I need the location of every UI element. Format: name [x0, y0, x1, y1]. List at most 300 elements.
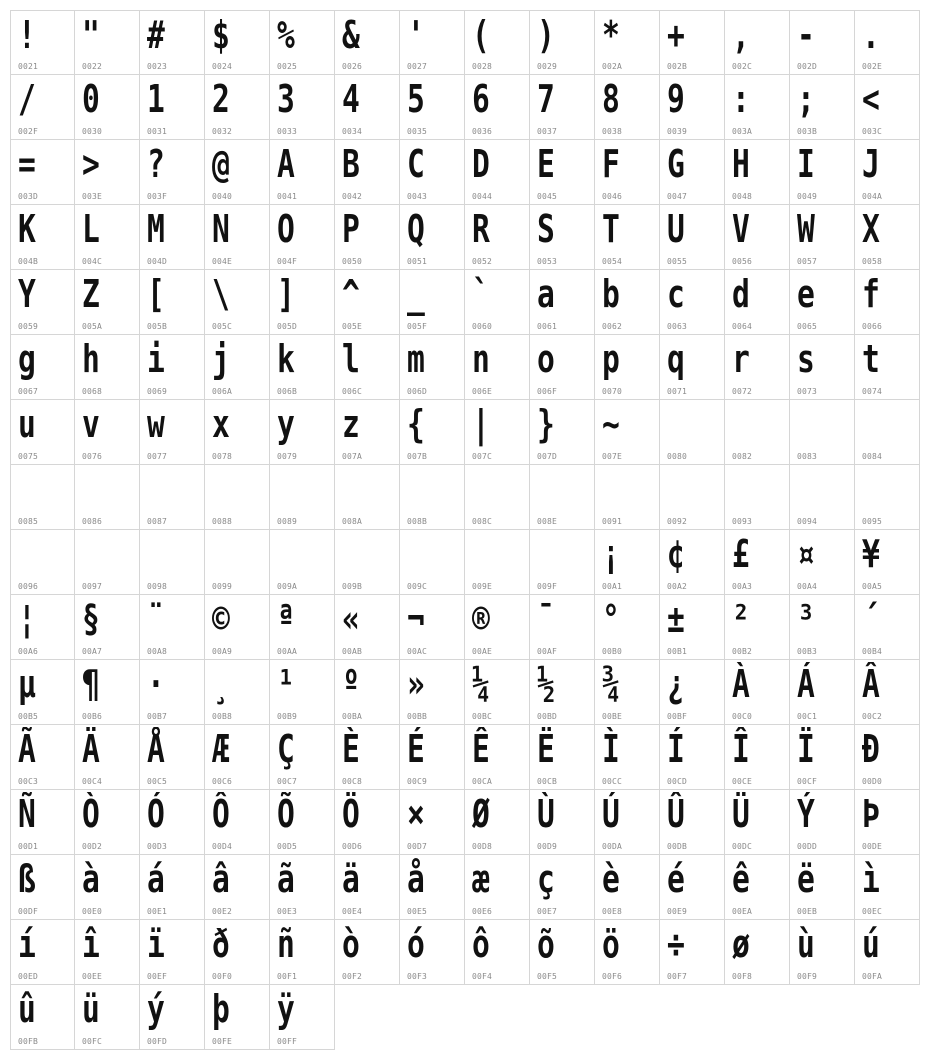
glyph-char: Î	[732, 727, 750, 771]
glyph-cell[interactable]	[530, 140, 595, 205]
glyph-cell[interactable]	[790, 725, 855, 790]
glyph-cell[interactable]	[725, 75, 790, 140]
glyph-cell[interactable]	[465, 205, 530, 270]
glyph-cell[interactable]	[530, 75, 595, 140]
glyph-cell[interactable]	[270, 595, 335, 660]
glyph-codepoint: 0046	[602, 192, 623, 201]
glyph-cell[interactable]	[270, 140, 335, 205]
glyph-cell[interactable]	[465, 270, 530, 335]
glyph-cell[interactable]	[660, 790, 725, 855]
glyph-codepoint: 00C3	[18, 777, 39, 786]
glyph-cell[interactable]	[595, 270, 660, 335]
glyph-char: 1	[147, 77, 165, 121]
glyph-char: å	[407, 857, 425, 901]
glyph-cell[interactable]	[530, 10, 595, 75]
glyph-cell[interactable]	[270, 530, 335, 595]
glyph-cell[interactable]	[595, 75, 660, 140]
glyph-char: Á	[797, 662, 815, 706]
glyph-cell[interactable]	[725, 920, 790, 985]
glyph-cell[interactable]	[790, 75, 855, 140]
glyph-cell[interactable]	[400, 465, 465, 530]
glyph-cell[interactable]	[270, 400, 335, 465]
glyph-cell[interactable]	[335, 10, 400, 75]
glyph-cell[interactable]	[140, 75, 205, 140]
glyph-cell[interactable]	[10, 985, 75, 1050]
glyph-cell[interactable]	[10, 595, 75, 660]
glyph-char: \	[212, 272, 230, 316]
glyph-char: Â	[862, 662, 880, 706]
glyph-cell[interactable]	[205, 725, 270, 790]
glyph-codepoint: 0031	[147, 127, 168, 136]
glyph-cell[interactable]	[140, 10, 205, 75]
glyph-cell[interactable]	[205, 660, 270, 725]
glyph-cell[interactable]	[530, 400, 595, 465]
glyph-char: Ö	[342, 792, 360, 836]
glyph-cell[interactable]	[530, 660, 595, 725]
glyph-cell[interactable]	[205, 530, 270, 595]
glyph-char: :	[732, 77, 750, 121]
glyph-cell[interactable]	[140, 790, 205, 855]
glyph-cell[interactable]	[465, 595, 530, 660]
glyph-char: 9	[667, 77, 685, 121]
glyph-char: Ê	[472, 727, 490, 771]
glyph-codepoint: 0058	[862, 257, 883, 266]
glyph-cell[interactable]	[790, 205, 855, 270]
glyph-char: 8	[602, 77, 620, 121]
glyph-char: ?	[147, 142, 165, 186]
glyph-cell[interactable]	[400, 140, 465, 205]
glyph-cell[interactable]	[660, 10, 725, 75]
glyph-cell[interactable]	[270, 10, 335, 75]
glyph-codepoint: 00CB	[537, 777, 558, 786]
glyph-cell[interactable]	[855, 400, 920, 465]
glyph-cell[interactable]	[595, 920, 660, 985]
glyph-cell[interactable]	[75, 75, 140, 140]
glyph-cell[interactable]	[335, 75, 400, 140]
glyph-cell[interactable]	[140, 920, 205, 985]
glyph-char: +	[667, 13, 685, 57]
glyph-cell[interactable]	[335, 920, 400, 985]
glyph-cell[interactable]	[75, 335, 140, 400]
glyph-codepoint: 0097	[82, 582, 103, 591]
glyph-cell[interactable]	[725, 855, 790, 920]
glyph-cell[interactable]	[140, 205, 205, 270]
glyph-cell[interactable]	[725, 270, 790, 335]
glyph-cell[interactable]	[270, 660, 335, 725]
glyph-cell[interactable]	[10, 790, 75, 855]
glyph-cell[interactable]	[530, 855, 595, 920]
glyph-cell[interactable]	[530, 530, 595, 595]
glyph-cell[interactable]	[75, 400, 140, 465]
glyph-cell[interactable]	[140, 985, 205, 1050]
glyph-cell[interactable]	[270, 75, 335, 140]
glyph-cell[interactable]	[270, 920, 335, 985]
glyph-cell[interactable]	[595, 465, 660, 530]
glyph-cell[interactable]	[595, 725, 660, 790]
glyph-cell[interactable]	[205, 790, 270, 855]
glyph-char: A	[277, 142, 295, 186]
glyph-char: Ç	[277, 727, 295, 771]
glyph-codepoint: 0052	[472, 257, 493, 266]
glyph-cell[interactable]	[205, 140, 270, 205]
glyph-char: .	[862, 13, 880, 57]
glyph-cell[interactable]	[465, 660, 530, 725]
glyph-char: Ï	[797, 727, 815, 771]
glyph-cell[interactable]	[335, 660, 400, 725]
glyph-cell[interactable]	[140, 465, 205, 530]
glyph-char: x	[212, 402, 230, 446]
glyph-cell[interactable]	[725, 140, 790, 205]
glyph-cell[interactable]	[10, 400, 75, 465]
glyph-cell[interactable]	[270, 725, 335, 790]
glyph-cell[interactable]	[140, 270, 205, 335]
glyph-codepoint: 00F3	[407, 972, 428, 981]
glyph-char: ¯	[537, 597, 555, 641]
glyph-cell[interactable]	[465, 75, 530, 140]
glyph-cell[interactable]	[270, 270, 335, 335]
glyph-codepoint: 00D8	[472, 842, 493, 851]
glyph-char: Y	[18, 272, 36, 316]
glyph-cell[interactable]	[335, 335, 400, 400]
glyph-cell[interactable]	[140, 595, 205, 660]
glyph-cell[interactable]	[790, 335, 855, 400]
glyph-cell[interactable]	[465, 400, 530, 465]
glyph-cell[interactable]	[205, 465, 270, 530]
glyph-cell[interactable]	[790, 855, 855, 920]
glyph-cell[interactable]	[790, 465, 855, 530]
glyph-cell[interactable]	[75, 465, 140, 530]
glyph-cell[interactable]	[205, 205, 270, 270]
glyph-cell[interactable]	[465, 465, 530, 530]
glyph-cell[interactable]	[855, 205, 920, 270]
glyph-cell[interactable]	[10, 75, 75, 140]
glyph-codepoint: 0083	[797, 452, 818, 461]
glyph-char: u	[18, 402, 36, 446]
glyph-cell[interactable]	[465, 855, 530, 920]
glyph-cell[interactable]	[205, 400, 270, 465]
glyph-codepoint: 0093	[732, 517, 753, 526]
glyph-cell[interactable]	[725, 465, 790, 530]
glyph-cell[interactable]	[140, 725, 205, 790]
glyph-codepoint: 00E5	[407, 907, 428, 916]
glyph-codepoint: 006C	[342, 387, 363, 396]
glyph-char: Q	[407, 207, 425, 251]
glyph-cell[interactable]	[75, 985, 140, 1050]
glyph-char: ç	[537, 857, 555, 901]
glyph-cell[interactable]	[205, 10, 270, 75]
glyph-cell[interactable]	[595, 855, 660, 920]
glyph-cell[interactable]	[530, 725, 595, 790]
glyph-cell[interactable]	[660, 595, 725, 660]
glyph-codepoint: 00FF	[277, 1037, 298, 1046]
glyph-cell[interactable]	[595, 595, 660, 660]
glyph-char: M	[147, 207, 165, 251]
glyph-cell[interactable]	[790, 660, 855, 725]
glyph-cell[interactable]	[75, 790, 140, 855]
glyph-cell[interactable]	[400, 530, 465, 595]
glyph-codepoint: 002B	[667, 62, 688, 71]
glyph-char: Ð	[862, 727, 880, 771]
glyph-codepoint: 00EA	[732, 907, 753, 916]
glyph-codepoint: 002A	[602, 62, 623, 71]
glyph-cell[interactable]	[400, 75, 465, 140]
glyph-codepoint: 00E1	[147, 907, 168, 916]
glyph-codepoint: 00C4	[82, 777, 103, 786]
glyph-cell[interactable]	[75, 855, 140, 920]
glyph-char: â	[212, 857, 230, 901]
glyph-cell[interactable]	[465, 920, 530, 985]
glyph-cell[interactable]	[10, 920, 75, 985]
glyph-cell[interactable]	[660, 205, 725, 270]
glyph-cell[interactable]	[530, 595, 595, 660]
glyph-cell[interactable]	[725, 660, 790, 725]
glyph-cell[interactable]	[595, 335, 660, 400]
glyph-cell[interactable]	[75, 920, 140, 985]
glyph-codepoint: 0041	[277, 192, 298, 201]
glyph-cell[interactable]	[400, 400, 465, 465]
glyph-cell[interactable]	[855, 140, 920, 205]
glyph-codepoint: 00C9	[407, 777, 428, 786]
glyph-cell[interactable]	[10, 855, 75, 920]
glyph-cell[interactable]	[855, 10, 920, 75]
glyph-cell[interactable]	[725, 530, 790, 595]
glyph-cell[interactable]	[725, 595, 790, 660]
glyph-cell[interactable]	[10, 530, 75, 595]
glyph-cell[interactable]	[725, 205, 790, 270]
glyph-char: )	[537, 13, 555, 57]
glyph-char: ¬	[407, 597, 425, 641]
glyph-cell[interactable]	[660, 335, 725, 400]
glyph-char: Ø	[472, 792, 490, 836]
glyph-cell[interactable]	[595, 140, 660, 205]
glyph-cell[interactable]	[10, 660, 75, 725]
glyph-cell[interactable]	[140, 855, 205, 920]
glyph-cell[interactable]	[855, 270, 920, 335]
glyph-cell[interactable]	[205, 985, 270, 1050]
glyph-char: S	[537, 207, 555, 251]
glyph-cell[interactable]	[335, 205, 400, 270]
glyph-char: ¸	[212, 662, 230, 706]
glyph-cell[interactable]	[660, 270, 725, 335]
glyph-cell[interactable]	[595, 660, 660, 725]
glyph-char: ¼	[472, 662, 490, 706]
glyph-cell[interactable]	[595, 205, 660, 270]
glyph-cell[interactable]	[790, 400, 855, 465]
glyph-cell[interactable]	[335, 270, 400, 335]
glyph-char: ô	[472, 922, 490, 966]
glyph-codepoint: 0095	[862, 517, 883, 526]
glyph-codepoint: 00CC	[602, 777, 623, 786]
glyph-cell[interactable]	[855, 530, 920, 595]
glyph-cell[interactable]	[75, 725, 140, 790]
glyph-cell[interactable]	[530, 205, 595, 270]
glyph-cell[interactable]	[725, 335, 790, 400]
glyph-cell[interactable]	[400, 335, 465, 400]
glyph-cell[interactable]	[75, 205, 140, 270]
glyph-cell[interactable]	[465, 790, 530, 855]
glyph-cell[interactable]	[855, 595, 920, 660]
glyph-cell[interactable]	[140, 140, 205, 205]
glyph-codepoint: 00BB	[407, 712, 428, 721]
glyph-cell[interactable]	[270, 855, 335, 920]
glyph-cell[interactable]	[400, 10, 465, 75]
glyph-cell[interactable]	[335, 855, 400, 920]
glyph-cell[interactable]	[205, 270, 270, 335]
glyph-cell[interactable]	[855, 335, 920, 400]
glyph-cell[interactable]	[10, 205, 75, 270]
glyph-cell[interactable]	[75, 270, 140, 335]
glyph-cell[interactable]	[75, 140, 140, 205]
glyph-char: 6	[472, 77, 490, 121]
glyph-cell[interactable]	[595, 530, 660, 595]
glyph-cell[interactable]	[530, 465, 595, 530]
glyph-cell[interactable]	[725, 790, 790, 855]
glyph-cell[interactable]	[400, 855, 465, 920]
glyph-cell[interactable]	[205, 335, 270, 400]
glyph-cell[interactable]	[140, 335, 205, 400]
glyph-char: 7	[537, 77, 555, 121]
glyph-cell[interactable]	[270, 465, 335, 530]
glyph-codepoint: 0055	[667, 257, 688, 266]
glyph-cell[interactable]	[660, 400, 725, 465]
glyph-cell[interactable]	[140, 660, 205, 725]
glyph-codepoint: 00B1	[667, 647, 688, 656]
glyph-cell[interactable]	[530, 790, 595, 855]
glyph-cell[interactable]	[790, 595, 855, 660]
glyph-cell[interactable]	[595, 790, 660, 855]
glyph-cell[interactable]	[335, 790, 400, 855]
glyph-cell[interactable]	[205, 920, 270, 985]
glyph-codepoint: 00B9	[277, 712, 298, 721]
glyph-cell[interactable]	[335, 725, 400, 790]
glyph-cell[interactable]	[790, 140, 855, 205]
glyph-cell[interactable]	[595, 10, 660, 75]
glyph-cell[interactable]	[10, 725, 75, 790]
glyph-codepoint: 00F1	[277, 972, 298, 981]
glyph-codepoint: 00BF	[667, 712, 688, 721]
glyph-cell[interactable]	[465, 10, 530, 75]
glyph-cell[interactable]	[790, 530, 855, 595]
glyph-codepoint: 007A	[342, 452, 363, 461]
glyph-codepoint: 00D9	[537, 842, 558, 851]
glyph-codepoint: 003F	[147, 192, 168, 201]
glyph-cell[interactable]	[335, 465, 400, 530]
glyph-cell[interactable]	[400, 595, 465, 660]
glyph-cell[interactable]	[465, 140, 530, 205]
glyph-cell[interactable]	[10, 140, 75, 205]
glyph-codepoint: 0080	[667, 452, 688, 461]
glyph-cell[interactable]	[725, 400, 790, 465]
glyph-codepoint: 005E	[342, 322, 363, 331]
glyph-cell[interactable]	[790, 270, 855, 335]
glyph-cell[interactable]	[855, 790, 920, 855]
glyph-codepoint: 00F0	[212, 972, 233, 981]
glyph-cell[interactable]	[75, 595, 140, 660]
glyph-char: Æ	[212, 727, 230, 771]
glyph-cell[interactable]	[660, 530, 725, 595]
glyph-cell[interactable]	[75, 530, 140, 595]
glyph-cell[interactable]	[530, 920, 595, 985]
glyph-cell[interactable]	[660, 140, 725, 205]
glyph-cell[interactable]	[335, 140, 400, 205]
glyph-cell[interactable]	[270, 335, 335, 400]
glyph-codepoint: 008C	[472, 517, 493, 526]
glyph-char: ì	[862, 857, 880, 901]
glyph-char: §	[82, 597, 100, 641]
glyph-cell[interactable]	[855, 725, 920, 790]
glyph-codepoint: 003E	[82, 192, 103, 201]
glyph-char: Ô	[212, 792, 230, 836]
glyph-char: }	[537, 402, 555, 446]
glyph-cell[interactable]	[205, 855, 270, 920]
glyph-cell[interactable]	[660, 855, 725, 920]
glyph-cell[interactable]	[465, 335, 530, 400]
glyph-cell[interactable]	[855, 465, 920, 530]
glyph-cell[interactable]	[140, 530, 205, 595]
glyph-cell[interactable]	[530, 335, 595, 400]
glyph-cell[interactable]	[75, 660, 140, 725]
glyph-cell[interactable]	[660, 75, 725, 140]
glyph-cell[interactable]	[465, 530, 530, 595]
glyph-codepoint: 0059	[18, 322, 39, 331]
glyph-cell[interactable]	[725, 10, 790, 75]
glyph-codepoint: 0054	[602, 257, 623, 266]
glyph-cell[interactable]	[855, 855, 920, 920]
glyph-cell[interactable]	[725, 725, 790, 790]
glyph-cell[interactable]	[660, 660, 725, 725]
glyph-cell[interactable]	[205, 75, 270, 140]
glyph-char: ö	[602, 922, 620, 966]
glyph-cell[interactable]	[660, 920, 725, 985]
glyph-cell[interactable]	[205, 595, 270, 660]
glyph-char: [	[147, 272, 165, 316]
glyph-cell[interactable]	[855, 660, 920, 725]
glyph-cell[interactable]	[10, 335, 75, 400]
glyph-cell[interactable]	[660, 725, 725, 790]
glyph-cell[interactable]	[855, 920, 920, 985]
glyph-cell[interactable]	[400, 205, 465, 270]
glyph-cell[interactable]	[270, 205, 335, 270]
glyph-codepoint: 00DC	[732, 842, 753, 851]
glyph-cell[interactable]	[790, 10, 855, 75]
glyph-cell[interactable]	[335, 530, 400, 595]
glyph-cell[interactable]	[790, 920, 855, 985]
glyph-cell[interactable]	[400, 920, 465, 985]
glyph-cell[interactable]	[400, 725, 465, 790]
glyph-cell[interactable]	[790, 790, 855, 855]
glyph-cell[interactable]	[335, 400, 400, 465]
glyph-cell[interactable]	[465, 725, 530, 790]
glyph-cell[interactable]	[10, 465, 75, 530]
glyph-cell[interactable]	[10, 270, 75, 335]
glyph-cell[interactable]	[140, 400, 205, 465]
glyph-char: e	[797, 272, 815, 316]
glyph-codepoint: 0099	[212, 582, 233, 591]
glyph-cell[interactable]	[400, 790, 465, 855]
glyph-cell[interactable]	[595, 400, 660, 465]
glyph-cell[interactable]	[530, 270, 595, 335]
glyph-cell[interactable]	[10, 10, 75, 75]
glyph-cell[interactable]	[400, 660, 465, 725]
glyph-cell[interactable]	[335, 595, 400, 660]
glyph-codepoint: 0038	[602, 127, 623, 136]
glyph-cell[interactable]	[75, 10, 140, 75]
glyph-cell[interactable]	[660, 465, 725, 530]
glyph-cell[interactable]	[400, 270, 465, 335]
glyph-cell[interactable]	[855, 75, 920, 140]
glyph-cell[interactable]	[270, 790, 335, 855]
glyph-cell[interactable]	[270, 985, 335, 1050]
